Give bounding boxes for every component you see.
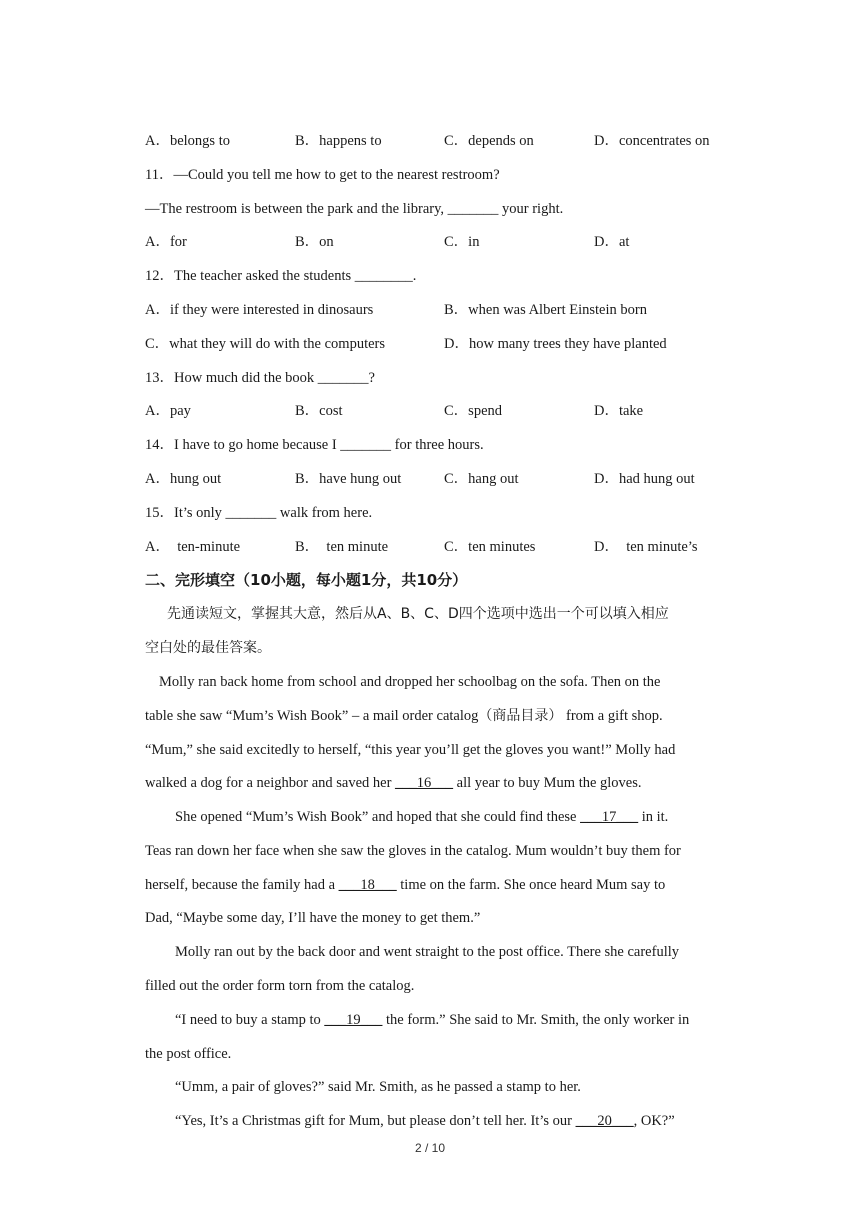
q12-option-a: A．if they were interested in dinosaurs	[145, 302, 374, 318]
passage-line	[175, 1111, 675, 1131]
q11-stem: 11．—Could you tell me how to get to the nearest restroom?	[145, 167, 500, 183]
q15-option-b: B． ten minute	[295, 539, 389, 555]
q13-option-b: B．cost	[295, 403, 343, 419]
q12-option-b: B．when was Albert Einstein born	[444, 302, 647, 318]
q15-option-a: A． ten-minute	[145, 539, 241, 555]
q13-option-a: A．pay	[145, 403, 191, 419]
passage-text: from a gift shop.	[562, 708, 663, 724]
blank-16: ___16___	[395, 775, 454, 791]
passage-annotation: （商品目录）	[478, 708, 563, 724]
q13-stem: 13．How much did the book _______?	[145, 370, 375, 386]
q15-option-d: D． ten minute’s	[594, 539, 698, 555]
passage-line: “Mum,” she said excitedly to herself, “this year you’ll get the gloves you want!” Molly had	[145, 742, 676, 758]
blank-18: ___18___	[338, 877, 397, 893]
passage-line: Teas ran down her face when she saw the gloves in the catalog. Mum wouldn’t buy them for	[145, 843, 681, 859]
passage-line: “Umm, a pair of gloves?” said Mr. Smith, as he passed a stamp to her.	[175, 1079, 581, 1095]
q10-option-d: D．concentrates on	[594, 133, 710, 149]
passage-line	[175, 1010, 689, 1030]
passage-line: Dad, “Maybe some day, I’ll have the money to get them.”	[145, 910, 481, 926]
passage-text: walked a dog for a neighbor and saved her	[145, 775, 396, 791]
passage-text: table she saw “Mum’s Wish Book” – a mail order catalog	[145, 708, 479, 724]
q13-option-d: D．take	[594, 403, 644, 419]
blank-20: ___20___	[575, 1113, 634, 1129]
section-instructions: 先通读短文，掌握其大意，然后从A、B、C、D四个选项中选出一个可以填入相应	[167, 606, 669, 622]
passage-line: the post office.	[145, 1046, 232, 1062]
passage-text: all year to buy Mum the gloves.	[453, 775, 642, 791]
q10-option-a: A．belongs to	[145, 133, 230, 149]
q15-stem: 15．It’s only _______ walk from here.	[145, 505, 373, 521]
q11-option-c: C．in	[444, 234, 480, 250]
passage-text: “I need to buy a stamp to	[175, 1012, 325, 1028]
q10-option-c: C．depends on	[444, 133, 534, 149]
passage-text: herself, because the family had a	[145, 877, 339, 893]
q14-option-d: D．had hung out	[594, 471, 695, 487]
q11-stem-reply: —The restroom is between the park and the library, _______ your right.	[145, 201, 564, 217]
blank-19: ___19___	[324, 1012, 383, 1028]
q12-option-c: C．what they will do with the computers	[145, 336, 386, 352]
passage-text: “Yes, It’s a Christmas gift for Mum, but please don’t tell her. It’s our	[175, 1113, 576, 1129]
section-heading: 二、完形填空（10小题，每小题1分，共10分）	[145, 571, 468, 589]
q14-stem: 14．I have to go home because I _______ for three hours.	[145, 437, 484, 453]
q11-option-a: A．for	[145, 234, 187, 250]
q11-option-d: D．at	[594, 234, 630, 250]
q11-option-b: B．on	[295, 234, 334, 250]
passage-line	[175, 807, 668, 827]
passage-text: She opened “Mum’s Wish Book” and hoped that she could find these	[175, 809, 581, 825]
passage-line: Molly ran out by the back door and went straight to the post office. There she carefully	[175, 944, 680, 960]
passage-line	[145, 773, 642, 793]
passage-text: time on the farm. She once heard Mum say to	[396, 877, 666, 893]
passage-text: in it.	[638, 809, 669, 825]
q13-option-c: C．spend	[444, 403, 502, 419]
section-instructions-cont: 空白处的最佳答案。	[145, 640, 271, 656]
passage-line	[145, 706, 663, 726]
q14-option-c: C．hang out	[444, 471, 519, 487]
q14-option-a: A．hung out	[145, 471, 222, 487]
q12-option-d: D．how many trees they have planted	[444, 336, 667, 352]
q14-option-b: B．have hung out	[295, 471, 402, 487]
passage-text: , OK?”	[633, 1113, 675, 1129]
page-number: 2 / 10	[414, 1141, 446, 1155]
passage-text: the form.” She said to Mr. Smith, the only worker in	[382, 1012, 690, 1028]
blank-17: ___17___	[580, 809, 639, 825]
passage-line: Molly ran back home from school and dropped her schoolbag on the sofa. Then on the	[159, 674, 661, 690]
q10-option-b: B．happens to	[295, 133, 382, 149]
passage-line: filled out the order form torn from the catalog.	[145, 978, 415, 994]
q12-stem: 12．The teacher asked the students ________.	[145, 268, 417, 284]
passage-line	[145, 875, 665, 895]
q15-option-c: C．ten minutes	[444, 539, 536, 555]
